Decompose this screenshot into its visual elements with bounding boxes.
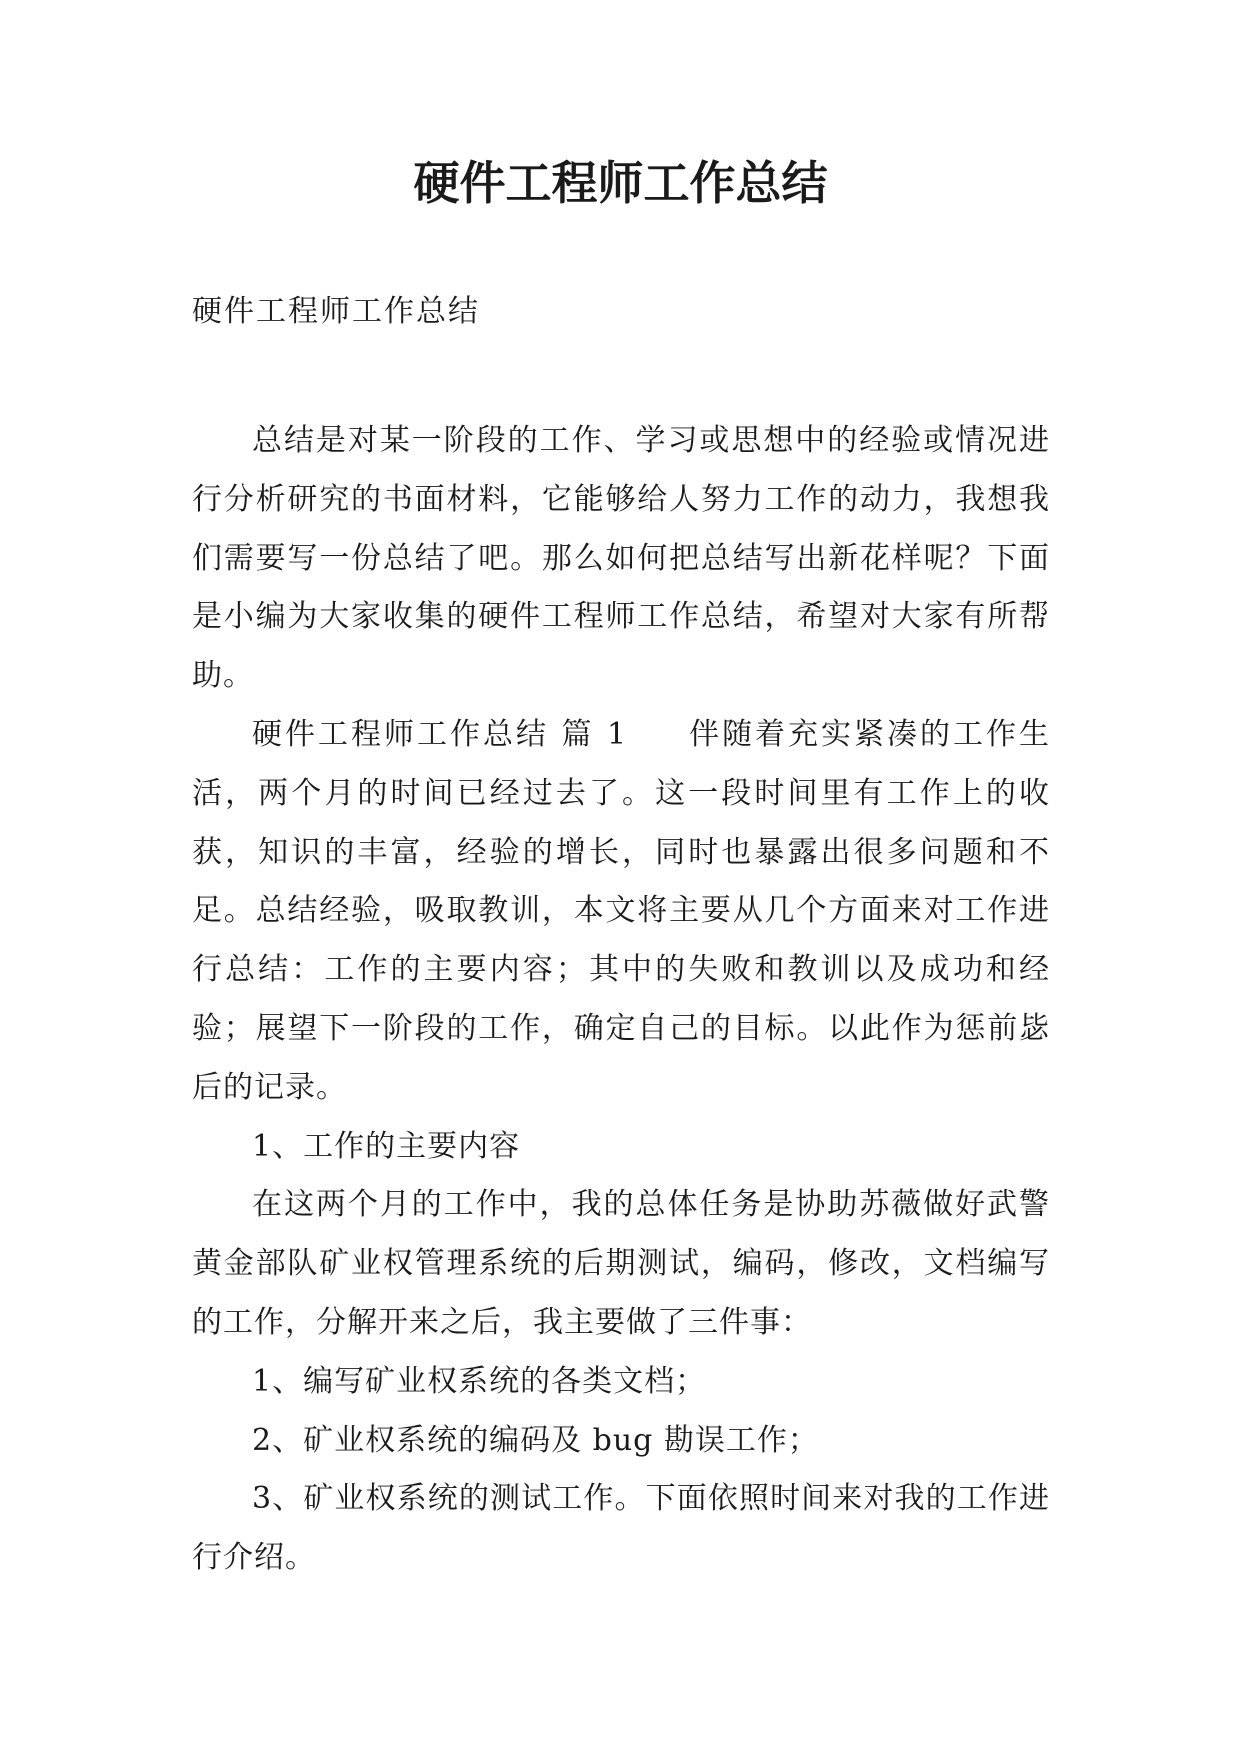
task-item-1: 1、编写矿业权系统的各类文档； xyxy=(252,1363,707,1399)
item-heading: 1、工作的主要内容 xyxy=(252,1128,521,1164)
document-body xyxy=(192,412,1050,1588)
intro-paragraph: 总结是对某一阶段的工作、学习或思想中的经验或情况进行分析研究的书面材料，它能够给人努力工作的动力，我想我们需要写一份总结了吧。那么如何把总结写出新花样呢？下面是小编为大家收集的硬件工程师工作总结，希望对大家有所帮助。 xyxy=(192,423,1050,694)
section-paragraph xyxy=(192,706,1050,1118)
task-item-2: 2、矿业权系统的编码及 bug 勘误工作； xyxy=(252,1422,819,1458)
document-subtitle: 硬件工程师工作总结 xyxy=(192,294,480,329)
section-heading: 硬件工程师工作总结 篇 1 xyxy=(252,716,628,752)
task-item-3: 3、矿业权系统的测试工作。下面依照时间来对我的工作进行介绍。 xyxy=(192,1481,1050,1576)
document-title: 硬件工程师工作总结 xyxy=(413,156,828,210)
work-description: 在这两个月的工作中，我的总体任务是协助苏薇做好武警黄金部队矿业权管理系统的后期测试，编码，修改，文档编写的工作，分解开来之后，我主要做了三件事： xyxy=(192,1187,1050,1340)
section-body: 伴随着充实紧凑的工作生活，两个月的时间已经过去了。这一段时间里有工作上的收获，知识的丰富，经验的增长，同时也暴露出很多问题和不足。总结经验，吸取教训，本文将主要从几个方面来对工作进行总结：工作的主要内容；其中的失败和教训以及成功和经验；展望下一阶段的工作，确定自己的目标。以此作为惩前毖后的记录。 xyxy=(192,716,1050,1105)
